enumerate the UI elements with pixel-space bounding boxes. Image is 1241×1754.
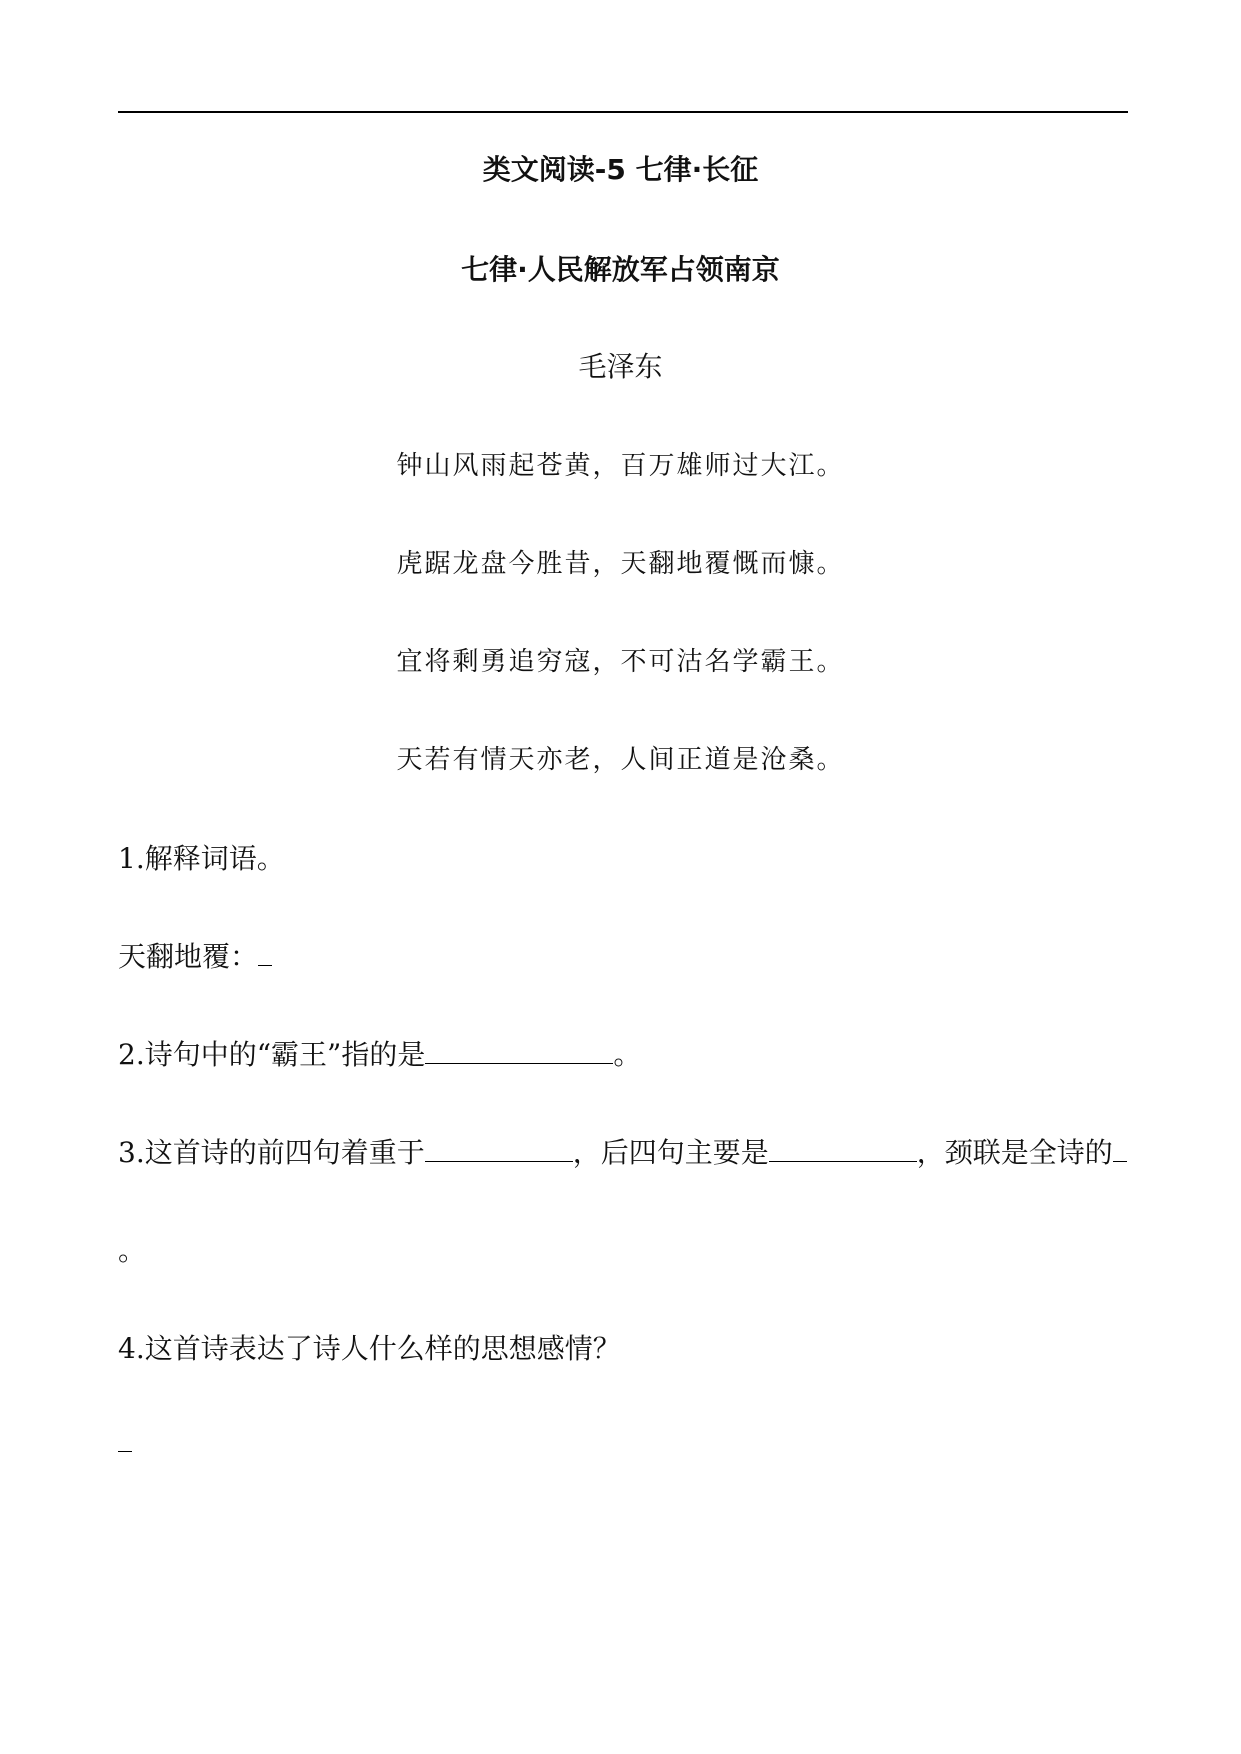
question-2-prefix: 2.诗句中的“霸王”指的是 bbox=[118, 1038, 426, 1071]
poem-author: 毛泽东 bbox=[578, 350, 663, 383]
question-4-answer-blank[interactable] bbox=[118, 1425, 132, 1452]
poem-line-2: 虎踞龙盘今胜昔，天翻地覆慨而慷。 bbox=[396, 549, 845, 579]
document-title: 类文阅读-5 七律·长征 bbox=[482, 153, 759, 186]
question-3-row bbox=[118, 1131, 1127, 1171]
question-4-prompt: 4.这首诗表达了诗人什么样的思想感情？ bbox=[118, 1332, 621, 1365]
question-1-term-row bbox=[118, 935, 272, 975]
question-2-answer-blank[interactable] bbox=[425, 1037, 613, 1064]
question-2-suffix: 。 bbox=[613, 1038, 642, 1071]
poem-title: 七律·人民解放军占领南京 bbox=[461, 253, 780, 286]
question-3-part-3: ，颈联是全诗的 bbox=[916, 1136, 1113, 1169]
question-1-term: 天翻地覆： bbox=[118, 940, 259, 973]
question-1-prompt: 1.解释词语。 bbox=[118, 842, 285, 875]
poem-line-1: 钟山风雨起苍黄，百万雄师过大江。 bbox=[396, 451, 845, 481]
poem-line-3: 宜将剩勇追穷寇，不可沽名学霸王。 bbox=[396, 647, 845, 677]
question-1-answer-blank[interactable] bbox=[258, 939, 272, 966]
question-3-part-2: ，后四句主要是 bbox=[572, 1136, 769, 1169]
question-3-end: 。 bbox=[118, 1234, 147, 1267]
question-3-blank-1[interactable] bbox=[425, 1135, 573, 1162]
poem-line-4: 天若有情天亦老，人间正道是沧桑。 bbox=[396, 745, 845, 775]
question-3-blank-2[interactable] bbox=[769, 1135, 917, 1162]
question-2-row bbox=[118, 1033, 641, 1073]
question-3-blank-3[interactable] bbox=[1113, 1135, 1127, 1162]
question-4-answer-row bbox=[118, 1425, 132, 1459]
question-3-part-1: 3.这首诗的前四句着重于 bbox=[118, 1136, 425, 1169]
header-rule bbox=[118, 111, 1128, 113]
